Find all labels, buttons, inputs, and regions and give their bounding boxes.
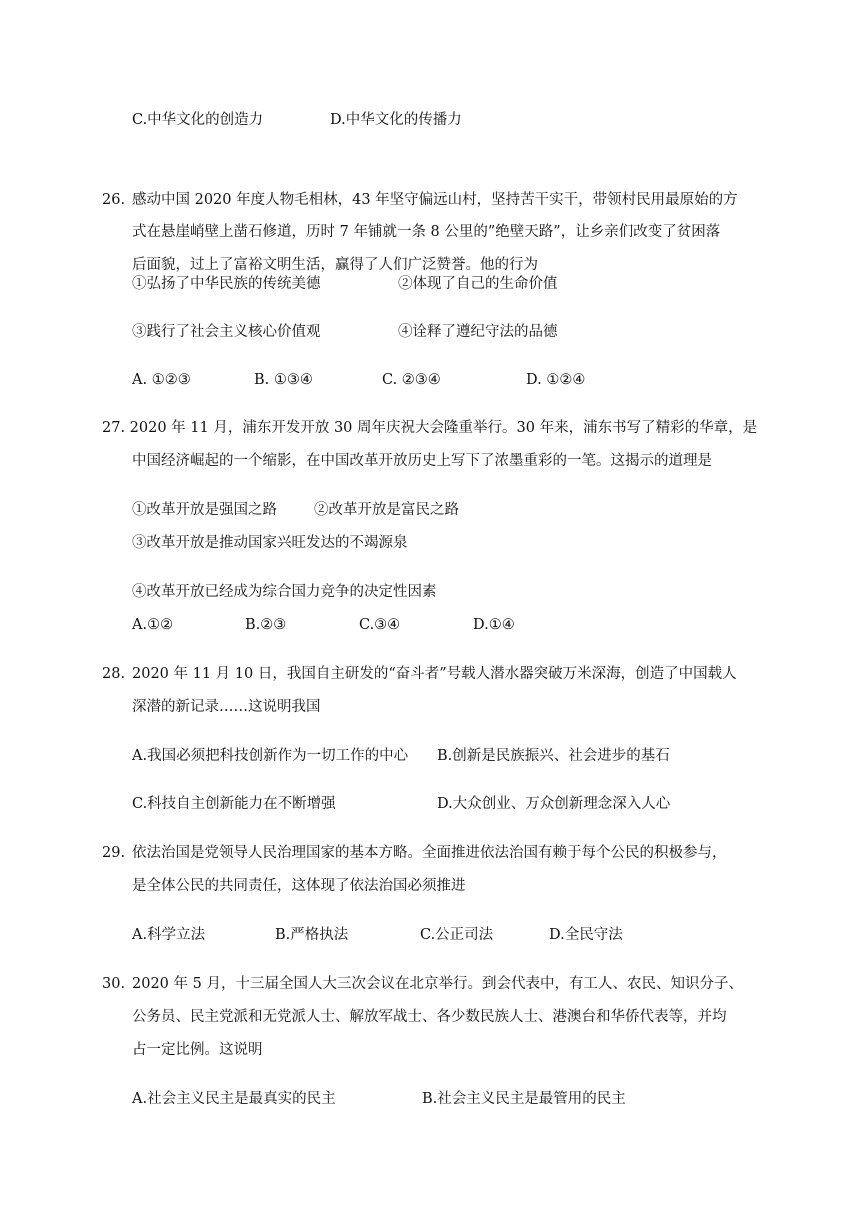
q28-option-b: B.创新是民族振兴、社会进步的基石 [437, 748, 670, 764]
q29-option-b: B.严格执法 [275, 927, 349, 943]
q29-stem-line2: 是全体公民的共同责任，这体现了依法治国必须推进 [132, 878, 466, 894]
q27-option-d: D.①④ [473, 617, 515, 633]
q26-option-d: D. ①②④ [526, 372, 586, 388]
q30-option-b: B.社会主义民主是最管用的民主 [422, 1091, 626, 1107]
q29-stem-line1: 依法治国是党领导人民治理国家的基本方略。全面推进依法治国有赖于每个公民的积极参与， [132, 845, 727, 861]
q28-option-a: A.我国必须把科技创新作为一切工作的中心 [132, 748, 409, 764]
q28-option-d: D.大众创业、万众创新理念深入人心 [437, 796, 671, 812]
q27-stem-line2: 中国经济崛起的一个缩影，在中国改革开放历史上写下了浓墨重彩的一笔。这揭示的道理是 [132, 453, 712, 469]
q27-item-2: ②改革开放是富民之路 [314, 502, 459, 518]
q26-item-3: ③践行了社会主义核心价值观 [132, 324, 321, 340]
q26-option-c: C. ②③④ [382, 372, 441, 388]
q26-stem-line2: 式在悬崖峭壁上凿石修道，历时 7 年铺就一条 8 公里的”绝壁天路”，让乡亲们改变了贫困落 [132, 224, 721, 240]
q28-number: 28. [102, 666, 126, 682]
q26-item-2: ②体现了自己的生命价值 [398, 276, 558, 292]
q30-number: 30. [102, 976, 126, 992]
q29-option-a: A.科学立法 [132, 927, 206, 943]
q27-item-4: ④改革开放已经成为综合国力竞争的决定性因素 [132, 584, 437, 600]
q26-stem-line3: 后面貌，过上了富裕文明生活，赢得了人们广泛赞誉。他的行为 [132, 257, 538, 273]
q26-item-1: ①弘扬了中华民族的传统美德 [132, 276, 321, 292]
q29-number: 29. [102, 845, 126, 861]
q30-stem-line2: 公务员、民主党派和无党派人士、解放军战士、各少数民族人士、港澳台和华侨代表等，并均 [132, 1009, 727, 1025]
q27-item-3: ③改革开放是推动国家兴旺发达的不竭源泉 [132, 535, 408, 551]
q30-option-a: A.社会主义民主是最真实的民主 [132, 1091, 336, 1107]
q26-option-a: A. ①②③ [132, 372, 191, 388]
q27-option-b: B.②③ [245, 617, 287, 633]
q29-option-c: C.公正司法 [420, 927, 494, 943]
q28-stem-line1: 2020 年 11 月 10 日，我国自主研发的“奋斗者”号载人潜水器突破万米深海，创造了中国载人 [132, 666, 737, 682]
q26-stem-line1: 感动中国 2020 年度人物毛相林，43 年坚守偏远山村，坚持苦干实干，带领村民用最原始的方 [132, 192, 738, 208]
q28-option-c: C.科技自主创新能力在不断增强 [132, 796, 336, 812]
q29-option-d: D.全民守法 [549, 927, 623, 943]
q26-number: 26. [102, 192, 126, 208]
q27-option-c: C.③④ [359, 617, 401, 633]
q30-stem-line3: 占一定比例。这说明 [132, 1042, 263, 1058]
q25-option-d: D.中华文化的传播力 [330, 112, 462, 128]
q27-option-a: A.①② [132, 617, 174, 633]
q26-option-b: B. ①③④ [254, 372, 313, 388]
q27-stem-line1: 27. 2020 年 11 月，浦东开发开放 30 周年庆祝大会隆重举行。30 年来，浦东书写了精彩的华章，是 [102, 420, 758, 436]
q30-stem-line1: 2020 年 5 月，十三届全国人大三次会议在北京举行。到会代表中，有工人、农民、知识分子、 [132, 976, 743, 992]
q26-item-4: ④诠释了遵纪守法的品德 [398, 324, 558, 340]
q25-option-c: C.中华文化的创造力 [132, 112, 264, 128]
q27-item-1: ①改革开放是强国之路 [132, 502, 277, 518]
q28-stem-line2: 深潜的新记录……这说明我国 [132, 699, 321, 715]
